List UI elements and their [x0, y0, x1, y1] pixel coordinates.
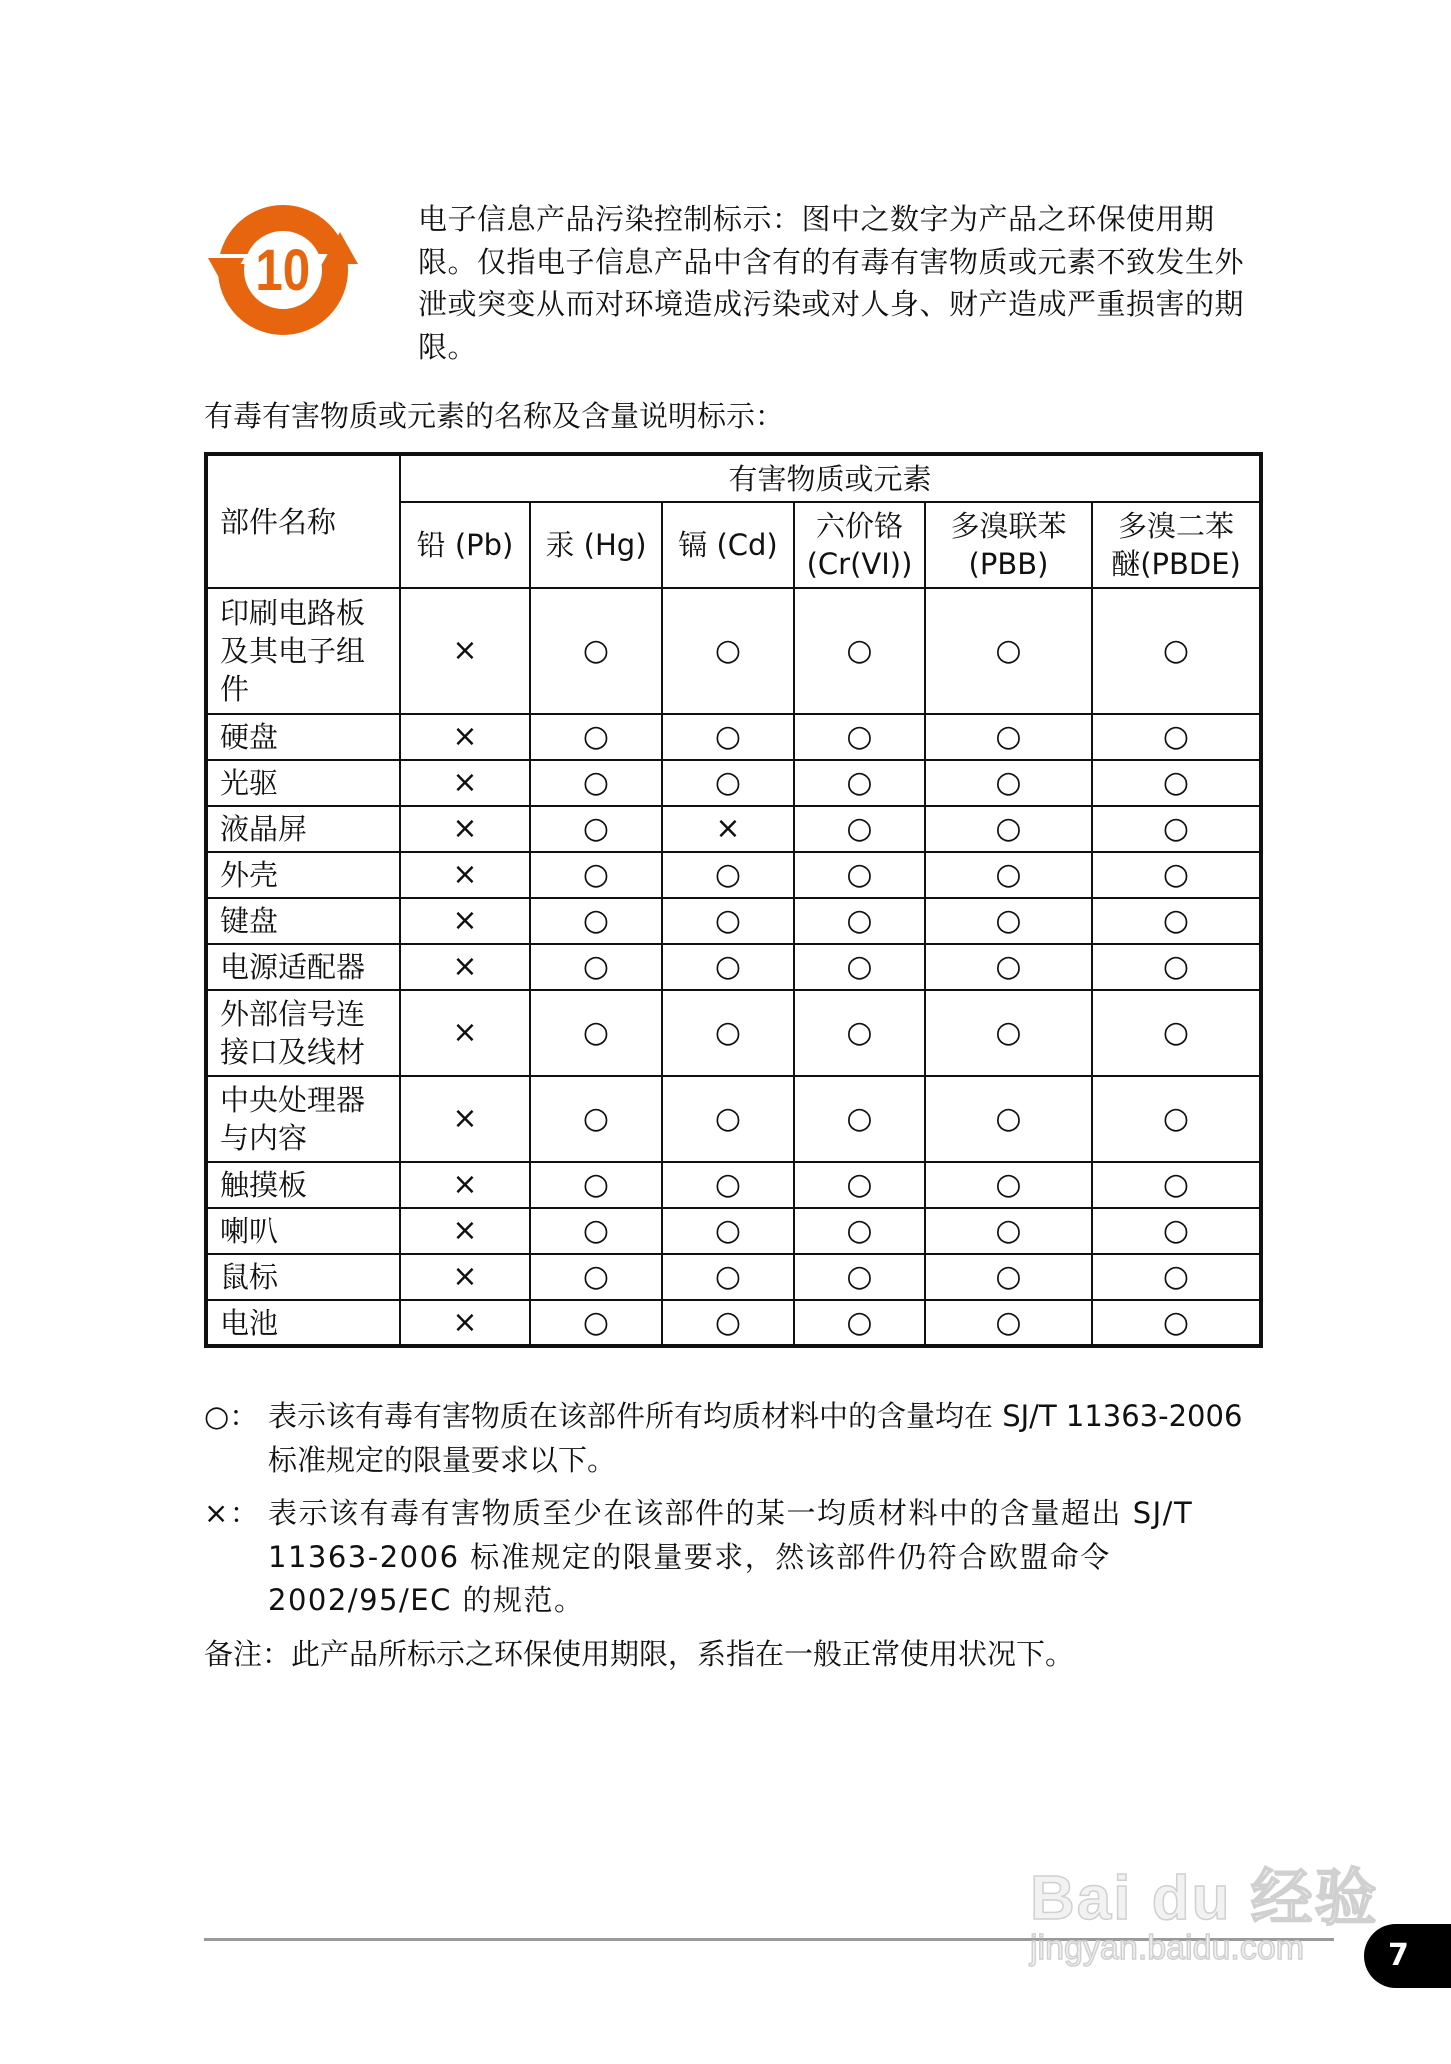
within-limit-mark: ○ [794, 1300, 925, 1346]
substance-column-header [925, 502, 1092, 588]
within-limit-mark: ○ [530, 990, 662, 1076]
within-limit-mark: ○ [794, 588, 925, 714]
substance-column-header [400, 502, 530, 588]
exceeds-limit-mark: × [400, 1208, 530, 1254]
within-limit-mark: ○ [925, 806, 1092, 852]
within-limit-mark: ○ [1092, 1300, 1261, 1346]
within-limit-mark: ○ [530, 806, 662, 852]
within-limit-mark: ○ [662, 1208, 794, 1254]
within-limit-mark: ○ [794, 714, 925, 760]
within-limit-mark: ○ [925, 588, 1092, 714]
within-limit-mark: ○ [925, 1300, 1092, 1346]
within-limit-mark: ○ [1092, 990, 1261, 1076]
note-symbol: ×： [204, 1496, 261, 1530]
within-limit-mark: ○ [794, 1162, 925, 1208]
within-limit-mark: ○ [794, 990, 925, 1076]
exceeds-limit-mark: × [400, 944, 530, 990]
within-limit-mark: ○ [925, 990, 1092, 1076]
column-label: 多溴联苯 [950, 509, 1067, 543]
within-limit-mark: ○ [1092, 898, 1261, 944]
within-limit-mark: ○ [794, 944, 925, 990]
part-name: 键盘 [206, 898, 400, 944]
part-name: 电源适配器 [206, 944, 400, 990]
column-label-sub: (PBB) [968, 547, 1049, 581]
part-name: 印刷电路板及其电子组件 [206, 588, 400, 714]
column-label: 镉 (Cd) [678, 528, 778, 562]
hazardous-substance-table [204, 452, 1263, 1348]
part-name: 触摸板 [206, 1162, 400, 1208]
column-label: 六价铬 [815, 509, 903, 543]
within-limit-mark: ○ [530, 588, 662, 714]
exceeds-limit-mark: × [400, 588, 530, 714]
within-limit-mark: ○ [662, 1162, 794, 1208]
column-label: 铅 (Pb) [416, 528, 514, 562]
table-row [206, 714, 1261, 760]
exceeds-limit-mark: × [400, 1254, 530, 1300]
within-limit-mark: ○ [530, 1208, 662, 1254]
table-subtitle: 有毒有害物质或元素的名称及含量说明标示： [204, 399, 785, 433]
part-name: 光驱 [206, 760, 400, 806]
within-limit-mark: ○ [925, 1254, 1092, 1300]
exceeds-limit-mark: × [400, 760, 530, 806]
page-number: 7 [1364, 1924, 1451, 1988]
table-row [206, 1254, 1261, 1300]
substance-column-header [1092, 502, 1261, 588]
within-limit-mark: ○ [925, 714, 1092, 760]
within-limit-mark: ○ [662, 852, 794, 898]
watermark-brand: Bai du 经验 [1030, 1864, 1379, 1933]
note-cross [204, 1492, 1264, 1623]
within-limit-mark: ○ [530, 1300, 662, 1346]
table-row [206, 588, 1261, 714]
within-limit-mark: ○ [1092, 1254, 1261, 1300]
note-text: 表示该有毒有害物质至少在该部件的某一均质材料中的含量超出 SJ/T 11363-2006 标准规定的限量要求，然该部件仍符合欧盟命令 2002/95/EC 的规范。 [268, 1496, 1194, 1617]
note-circle [204, 1395, 1264, 1482]
table-row [206, 1300, 1261, 1346]
within-limit-mark: ○ [662, 898, 794, 944]
exceeds-limit-mark: × [662, 806, 794, 852]
within-limit-mark: ○ [530, 1254, 662, 1300]
part-name: 外壳 [206, 852, 400, 898]
table-row [206, 806, 1261, 852]
column-label-sub: (Cr(VI)) [806, 547, 913, 581]
exceeds-limit-mark: × [400, 852, 530, 898]
within-limit-mark: ○ [925, 1162, 1092, 1208]
part-name-header: 部件名称 [206, 454, 400, 588]
within-limit-mark: ○ [925, 760, 1092, 806]
note-symbol: ○： [204, 1399, 259, 1433]
table-row [206, 1162, 1261, 1208]
within-limit-mark: ○ [662, 588, 794, 714]
within-limit-mark: ○ [662, 990, 794, 1076]
intro-paragraph: 电子信息产品污染控制标示：图中之数字为产品之环保使用期限。仅指电子信息产品中含有的有毒有害物质或元素不致发生外泄或突变从而对环境造成污染或对人身、财产造成严重损害的期限。 [418, 202, 1245, 364]
exceeds-limit-mark: × [400, 714, 530, 760]
within-limit-mark: ○ [662, 714, 794, 760]
within-limit-mark: ○ [794, 1208, 925, 1254]
column-label-sub: 醚(PBDE) [1111, 547, 1241, 581]
within-limit-mark: ○ [530, 760, 662, 806]
column-label: 多溴二苯 [1118, 509, 1235, 543]
exceeds-limit-mark: × [400, 1162, 530, 1208]
within-limit-mark: ○ [925, 852, 1092, 898]
part-name: 电池 [206, 1300, 400, 1346]
within-limit-mark: ○ [794, 1254, 925, 1300]
within-limit-mark: ○ [1092, 760, 1261, 806]
within-limit-mark: ○ [1092, 806, 1261, 852]
within-limit-mark: ○ [530, 898, 662, 944]
table-row [206, 898, 1261, 944]
watermark-url: jingyan.baidu.com [1030, 1929, 1305, 1967]
part-name: 中央处理器与内容 [206, 1076, 400, 1162]
within-limit-mark: ○ [530, 1162, 662, 1208]
svg-text:10: 10 [255, 238, 311, 303]
within-limit-mark: ○ [662, 1300, 794, 1346]
within-limit-mark: ○ [925, 944, 1092, 990]
table-row [206, 944, 1261, 990]
within-limit-mark: ○ [662, 760, 794, 806]
substance-column-header [530, 502, 662, 588]
within-limit-mark: ○ [1092, 852, 1261, 898]
baidu-watermark [1030, 1848, 1379, 1968]
exceeds-limit-mark: × [400, 806, 530, 852]
remark: 备注：此产品所标示之环保使用期限，系指在一般正常使用状况下。 [204, 1636, 1075, 1671]
note-text: 表示该有毒有害物质在该部件所有均质材料中的含量均在 SJ/T 11363-2006 标准规定的限量要求以下。 [268, 1399, 1243, 1477]
part-name: 鼠标 [206, 1254, 400, 1300]
within-limit-mark: ○ [794, 1076, 925, 1162]
part-name: 喇叭 [206, 1208, 400, 1254]
within-limit-mark: ○ [925, 1076, 1092, 1162]
within-limit-mark: ○ [530, 852, 662, 898]
part-name: 外部信号连接口及线材 [206, 990, 400, 1076]
table-row [206, 1076, 1261, 1162]
within-limit-mark: ○ [925, 1208, 1092, 1254]
table-row [206, 990, 1261, 1076]
within-limit-mark: ○ [530, 944, 662, 990]
within-limit-mark: ○ [530, 1076, 662, 1162]
within-limit-mark: ○ [530, 714, 662, 760]
within-limit-mark: ○ [662, 944, 794, 990]
within-limit-mark: ○ [1092, 944, 1261, 990]
notes [204, 1395, 1264, 1676]
within-limit-mark: ○ [1092, 1208, 1261, 1254]
exceeds-limit-mark: × [400, 1076, 530, 1162]
table-row [206, 1208, 1261, 1254]
part-name: 液晶屏 [206, 806, 400, 852]
within-limit-mark: ○ [925, 898, 1092, 944]
exceeds-limit-mark: × [400, 1300, 530, 1346]
table-row [206, 760, 1261, 806]
exceeds-limit-mark: × [400, 898, 530, 944]
part-name: 硬盘 [206, 714, 400, 760]
within-limit-mark: ○ [1092, 714, 1261, 760]
table-row [206, 852, 1261, 898]
within-limit-mark: ○ [1092, 1162, 1261, 1208]
substance-group-header: 有害物质或元素 [400, 454, 1261, 502]
within-limit-mark: ○ [794, 852, 925, 898]
environmental-protection-period-logo [208, 202, 358, 338]
column-label: 汞 (Hg) [545, 528, 647, 562]
within-limit-mark: ○ [794, 806, 925, 852]
substance-column-header [794, 502, 925, 588]
within-limit-mark: ○ [662, 1254, 794, 1300]
within-limit-mark: ○ [1092, 1076, 1261, 1162]
substance-column-header [662, 502, 794, 588]
exceeds-limit-mark: × [400, 990, 530, 1076]
within-limit-mark: ○ [794, 898, 925, 944]
within-limit-mark: ○ [662, 1076, 794, 1162]
within-limit-mark: ○ [794, 760, 925, 806]
within-limit-mark: ○ [1092, 588, 1261, 714]
